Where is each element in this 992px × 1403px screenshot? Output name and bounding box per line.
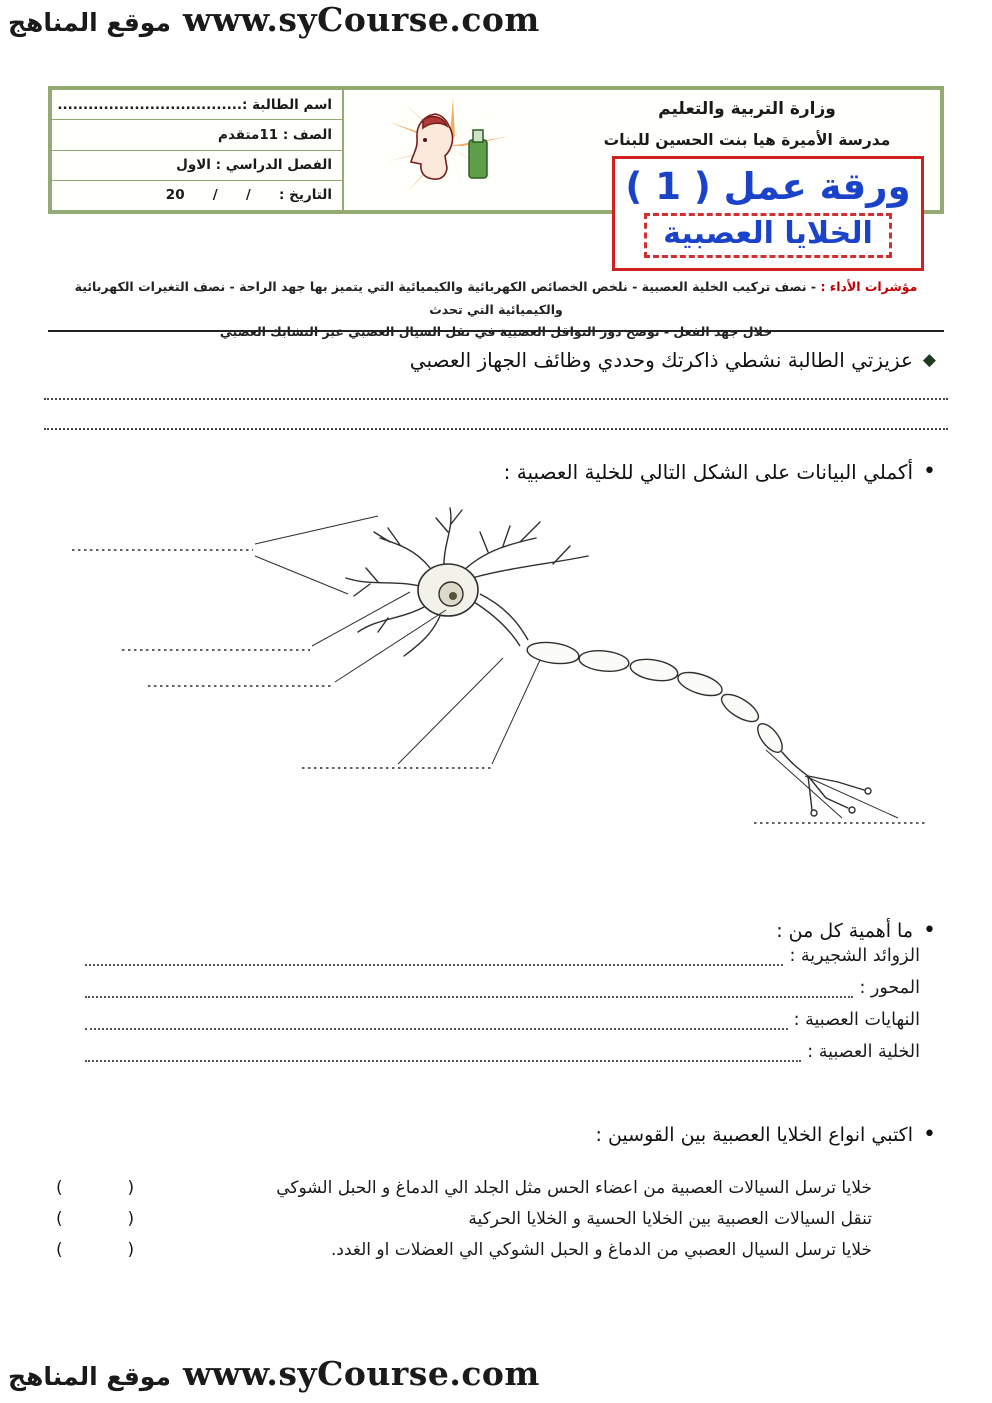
neuron-type-text: تنقل السيالات العصبية بين الخلايا الحسية و الخلايا الحركية <box>468 1209 872 1229</box>
axon-terminals <box>782 752 871 816</box>
bullet-icon: • <box>923 459 936 484</box>
neuron-type-row-interneuron <box>56 1209 872 1229</box>
importance-label: المحور : <box>859 978 920 998</box>
answer-bracket: ( ) <box>56 1209 135 1229</box>
question-2 <box>504 460 936 484</box>
importance-label: الزوائد الشجيرية : <box>789 946 920 966</box>
myelin-sheath <box>526 639 787 756</box>
header-divider <box>48 330 944 332</box>
answer-line <box>85 1014 788 1030</box>
importance-label: النهايات العصبية : <box>793 1010 920 1030</box>
worksheet-title-box <box>612 156 924 271</box>
importance-row-dendrites <box>85 946 930 966</box>
neuron-type-row-motor <box>56 1240 872 1260</box>
importance-row-axon <box>85 978 930 998</box>
neuron-type-text: خلايا ترسل السيالات العصبية من اعضاء الحس مثل الجلد الي الدماغ و الحبل الشوكي <box>276 1178 872 1198</box>
answer-line <box>85 950 783 966</box>
question-4-prompt: اكتبي انواع الخلايا العصبية بين القوسين : <box>595 1124 914 1146</box>
branding-url: www.syCourse.com <box>182 0 540 39</box>
answer-line <box>44 428 948 430</box>
flask-shape <box>469 130 487 178</box>
header-illustration-cell <box>344 90 554 210</box>
axon <box>474 594 528 646</box>
importance-row-neuron <box>85 1042 930 1062</box>
neuron-type-text: خلايا ترسل السيال العصبي من الدماغ و الحبل الشوكي الي العضلات او الغدد. <box>330 1240 872 1260</box>
student-name-field: اسم الطالبة :.................................... <box>52 90 342 120</box>
answer-line <box>44 398 948 400</box>
leader-lines <box>255 516 898 818</box>
label-blanks <box>72 550 928 823</box>
school-name: مدرسة الأميرة هيا بنت الحسين للبنات <box>603 131 891 149</box>
worksheet-title: ورقة عمل ( 1 ) <box>625 165 911 208</box>
neuron-diagram <box>48 498 944 884</box>
bullet-icon: • <box>923 1122 936 1147</box>
date-field: التاريخ : / / 20 <box>165 187 332 204</box>
branding-url: www.syCourse.com <box>182 1354 540 1393</box>
student-info-section <box>52 90 344 210</box>
answer-bracket: ( ) <box>56 1178 135 1198</box>
question-1 <box>410 348 936 372</box>
importance-row-nerve-endings <box>85 1010 930 1030</box>
question-1-prompt: عزيزتي الطالبة نشطي ذاكرتك وحددي وظائف الجهاز العصبي <box>409 348 913 372</box>
indicators-label: مؤشرات الأداء : <box>820 279 918 294</box>
worksheet-subtitle: الخلايا العصبية <box>644 213 892 258</box>
diamond-bullet-icon: ◆ <box>922 349 936 370</box>
performance-indicators <box>48 276 944 344</box>
header-illustration <box>383 96 515 200</box>
indicators-text2: خلال جهد الفعل - نوضح دور النواقل العصبية في نقل السيال العصبي عبر التشابك العصبي <box>219 324 773 339</box>
nucleolus <box>449 592 457 600</box>
branding-top <box>8 0 540 39</box>
bullet-icon: • <box>923 918 936 943</box>
answer-bracket: ( ) <box>56 1240 135 1260</box>
semester-field: الفصل الدراسي : الاول <box>52 151 342 181</box>
head-profile <box>411 114 452 179</box>
grade-field: الصف : 11متقدم <box>52 120 342 150</box>
answer-line <box>85 982 853 998</box>
ministry-name: وزارة التربية والتعليم <box>658 99 836 119</box>
question-4 <box>596 1124 936 1146</box>
branding-arabic: موقع المناهج <box>8 8 171 37</box>
branding-bottom <box>8 1354 540 1393</box>
question-3 <box>776 920 936 942</box>
question-3-prompt: ما أهمية كل من : <box>776 920 914 942</box>
indicators-text1: - نصف تركيب الخلية العصبية - نلخص الخصائص الكهربائية والكيميائية التي يتميز بها جهد الراحة - نصف التغيرات الكهربائية والكيميائية التي تحدث <box>74 279 817 317</box>
neuron-figure <box>48 498 944 884</box>
importance-label: الخلية العصبية : <box>807 1042 920 1062</box>
neuron-type-row-sensory <box>56 1178 872 1198</box>
soma <box>418 564 478 616</box>
question-2-prompt: أكملي البيانات على الشكل التالي للخلية العصبية : <box>503 460 914 484</box>
branding-arabic: موقع المناهج <box>8 1362 171 1391</box>
answer-line <box>85 1046 801 1062</box>
